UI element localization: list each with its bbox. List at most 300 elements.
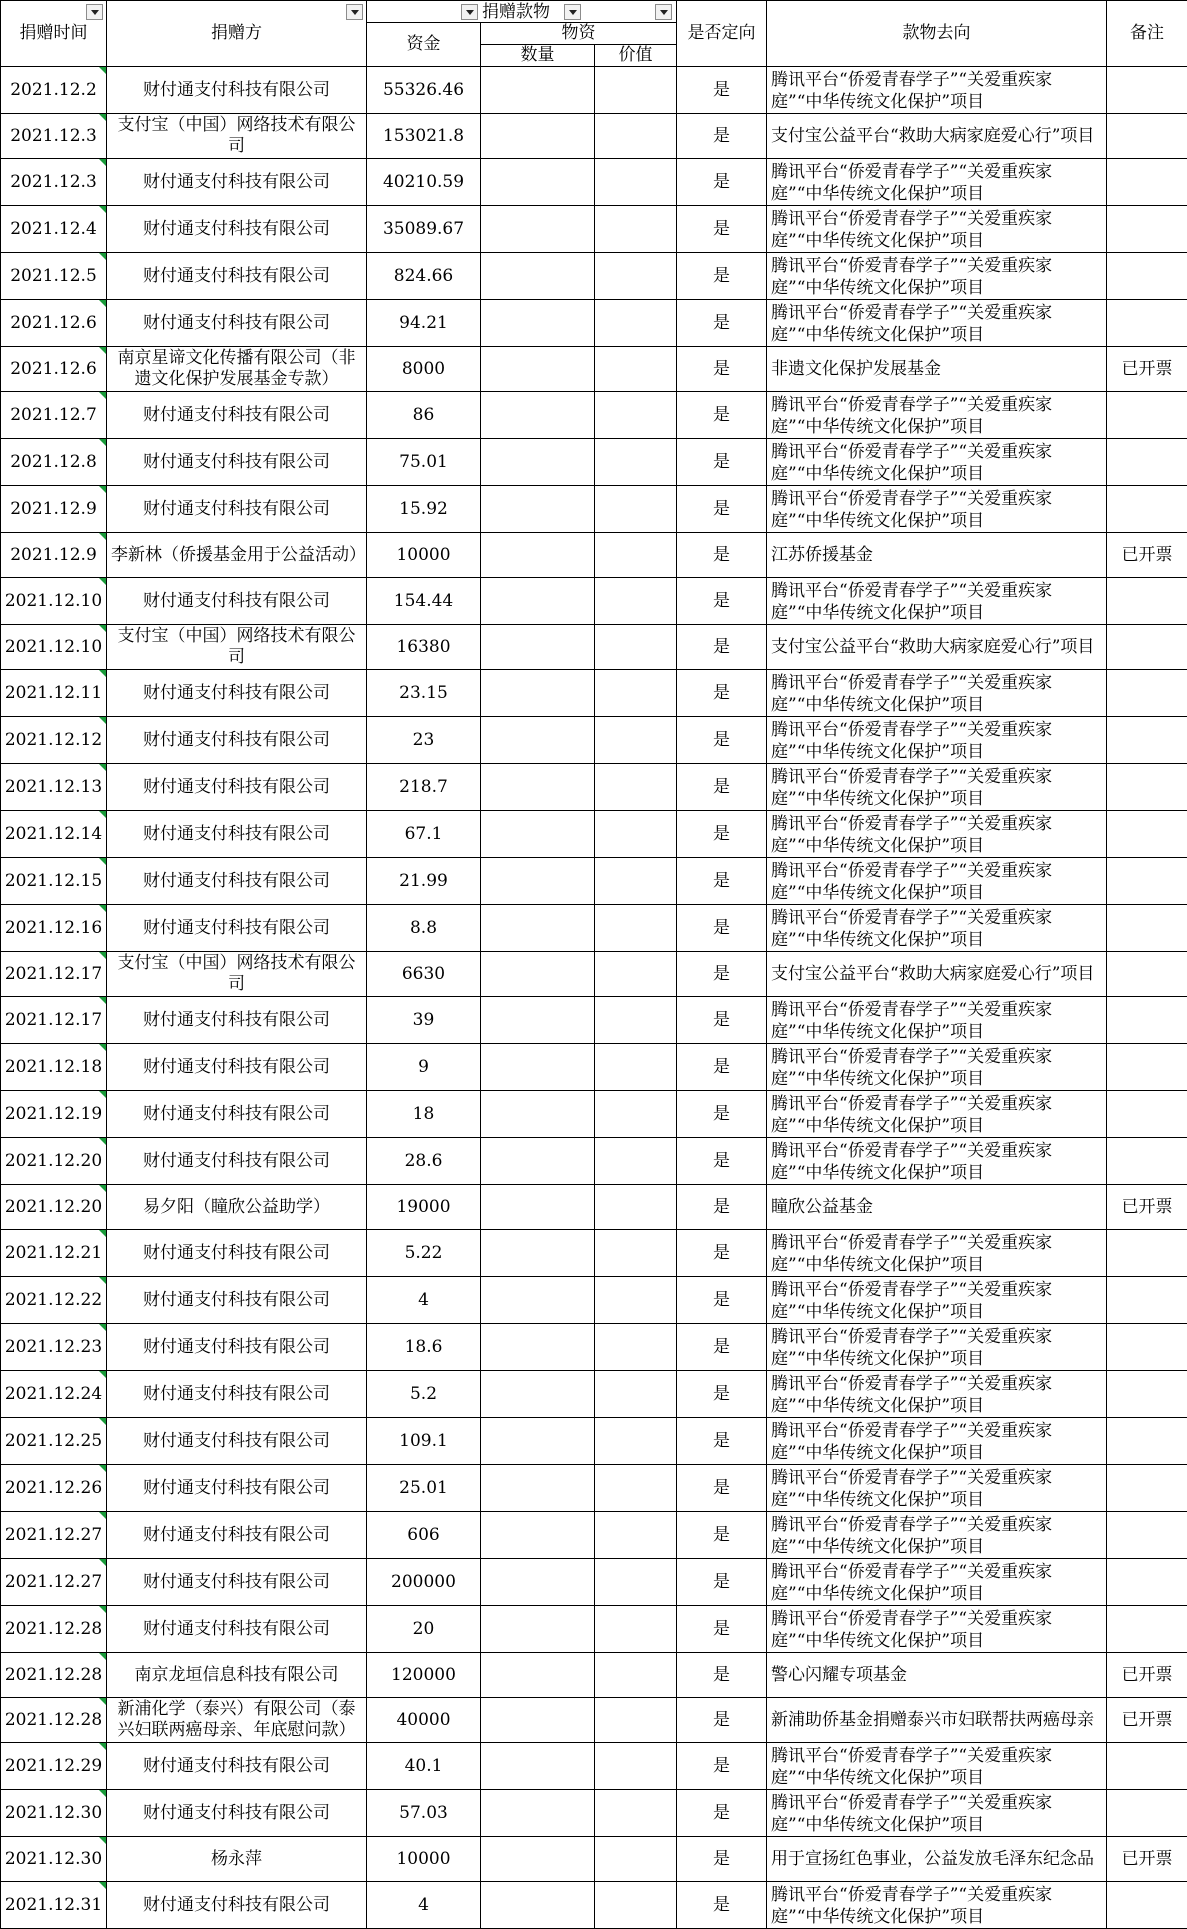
goods-qty-cell xyxy=(481,439,595,486)
directed-cell: 是 xyxy=(677,1277,767,1324)
directed-cell: 是 xyxy=(677,206,767,253)
donor-cell: 李新林（侨援基金用于公益活动） xyxy=(107,533,367,578)
donor-cell: 财付通支付科技有限公司 xyxy=(107,811,367,858)
table-row xyxy=(1,952,1187,997)
direction-cell: 腾讯平台“侨爱青春学子”“关爱重疾家庭”“中华传统文化保护”项目 xyxy=(767,764,1107,811)
funds-cell: 218.7 xyxy=(367,764,481,811)
goods-qty-cell xyxy=(481,1230,595,1277)
goods-qty-cell xyxy=(481,1606,595,1653)
directed-cell: 是 xyxy=(677,67,767,114)
goods-value-cell xyxy=(595,1418,677,1465)
direction-cell: 腾讯平台“侨爱青春学子”“关爱重疾家庭”“中华传统文化保护”项目 xyxy=(767,1418,1107,1465)
date-cell: 2021.12.27 xyxy=(1,1512,107,1559)
goods-qty-cell xyxy=(481,1790,595,1837)
date-cell: 2021.12.26 xyxy=(1,1465,107,1512)
donor-cell: 财付通支付科技有限公司 xyxy=(107,1512,367,1559)
date-cell: 2021.12.28 xyxy=(1,1698,107,1743)
directed-cell: 是 xyxy=(677,1371,767,1418)
goods-value-cell xyxy=(595,1882,677,1929)
direction-cell: 腾讯平台“侨爱青春学子”“关爱重疾家庭”“中华传统文化保护”项目 xyxy=(767,858,1107,905)
date-cell: 2021.12.25 xyxy=(1,1418,107,1465)
funds-cell: 23.15 xyxy=(367,670,481,717)
goods-value-cell xyxy=(595,1230,677,1277)
funds-cell: 5.2 xyxy=(367,1371,481,1418)
funds-cell: 40000 xyxy=(367,1698,481,1743)
goods-qty-cell xyxy=(481,1324,595,1371)
goods-value-cell xyxy=(595,997,677,1044)
funds-cell: 94.21 xyxy=(367,300,481,347)
direction-cell: 腾讯平台“侨爱青春学子”“关爱重疾家庭”“中华传统文化保护”项目 xyxy=(767,439,1107,486)
goods-value-cell xyxy=(595,858,677,905)
directed-cell: 是 xyxy=(677,1882,767,1929)
funds-cell: 6630 xyxy=(367,952,481,997)
remark-cell xyxy=(1107,1606,1187,1653)
direction-cell: 腾讯平台“侨爱青春学子”“关爱重疾家庭”“中华传统文化保护”项目 xyxy=(767,1743,1107,1790)
donor-cell: 新浦化学（泰兴）有限公司（泰兴妇联两癌母亲、年底慰问款） xyxy=(107,1698,367,1743)
direction-cell: 腾讯平台“侨爱青春学子”“关爱重疾家庭”“中华传统文化保护”项目 xyxy=(767,1371,1107,1418)
table-row xyxy=(1,625,1187,670)
direction-cell: 腾讯平台“侨爱青春学子”“关爱重疾家庭”“中华传统文化保护”项目 xyxy=(767,392,1107,439)
direction-cell: 腾讯平台“侨爱青春学子”“关爱重疾家庭”“中华传统文化保护”项目 xyxy=(767,1559,1107,1606)
remark-cell xyxy=(1107,1044,1187,1091)
goods-value-cell xyxy=(595,905,677,952)
remark-cell xyxy=(1107,1230,1187,1277)
goods-qty-cell xyxy=(481,1091,595,1138)
direction-cell: 腾讯平台“侨爱青春学子”“关爱重疾家庭”“中华传统文化保护”项目 xyxy=(767,300,1107,347)
header-goods: 物资 xyxy=(481,23,677,45)
funds-cell: 39 xyxy=(367,997,481,1044)
remark-cell xyxy=(1107,486,1187,533)
funds-cell: 23 xyxy=(367,717,481,764)
donor-cell: 财付通支付科技有限公司 xyxy=(107,253,367,300)
funds-cell: 10000 xyxy=(367,1837,481,1882)
date-cell: 2021.12.10 xyxy=(1,578,107,625)
directed-cell: 是 xyxy=(677,905,767,952)
funds-cell: 109.1 xyxy=(367,1418,481,1465)
remark-cell xyxy=(1107,1138,1187,1185)
date-cell: 2021.12.28 xyxy=(1,1606,107,1653)
remark-cell xyxy=(1107,114,1187,159)
donor-cell: 财付通支付科技有限公司 xyxy=(107,1882,367,1929)
directed-cell: 是 xyxy=(677,1559,767,1606)
goods-qty-cell xyxy=(481,952,595,997)
goods-qty-cell xyxy=(481,1418,595,1465)
remark-cell xyxy=(1107,67,1187,114)
funds-cell: 824.66 xyxy=(367,253,481,300)
donor-cell: 财付通支付科技有限公司 xyxy=(107,439,367,486)
table-row xyxy=(1,1653,1187,1698)
remark-cell xyxy=(1107,1418,1187,1465)
funds-cell: 35089.67 xyxy=(367,206,481,253)
funds-cell: 5.22 xyxy=(367,1230,481,1277)
date-cell: 2021.12.31 xyxy=(1,1882,107,1929)
remark-cell xyxy=(1107,670,1187,717)
header-remark: 备注 xyxy=(1107,1,1187,67)
table-row xyxy=(1,717,1187,764)
table-row xyxy=(1,1091,1187,1138)
date-cell: 2021.12.6 xyxy=(1,300,107,347)
direction-cell: 腾讯平台“侨爱青春学子”“关爱重疾家庭”“中华传统文化保护”项目 xyxy=(767,486,1107,533)
goods-value-cell xyxy=(595,253,677,300)
date-cell: 2021.12.24 xyxy=(1,1371,107,1418)
directed-cell: 是 xyxy=(677,811,767,858)
date-cell: 2021.12.8 xyxy=(1,439,107,486)
goods-qty-cell xyxy=(481,1185,595,1230)
direction-cell: 腾讯平台“侨爱青春学子”“关爱重疾家庭”“中华传统文化保护”项目 xyxy=(767,1606,1107,1653)
goods-value-cell xyxy=(595,717,677,764)
goods-value-cell xyxy=(595,952,677,997)
remark-cell xyxy=(1107,625,1187,670)
goods-qty-cell xyxy=(481,717,595,764)
directed-cell: 是 xyxy=(677,858,767,905)
remark-cell: 已开票 xyxy=(1107,1653,1187,1698)
remark-cell xyxy=(1107,858,1187,905)
date-cell: 2021.12.5 xyxy=(1,253,107,300)
donor-cell: 财付通支付科技有限公司 xyxy=(107,1743,367,1790)
funds-cell: 18 xyxy=(367,1091,481,1138)
goods-value-cell xyxy=(595,114,677,159)
goods-qty-cell xyxy=(481,114,595,159)
goods-value-cell xyxy=(595,347,677,392)
donor-cell: 财付通支付科技有限公司 xyxy=(107,67,367,114)
goods-qty-cell xyxy=(481,1277,595,1324)
table-row xyxy=(1,905,1187,952)
directed-cell: 是 xyxy=(677,717,767,764)
direction-cell: 支付宝公益平台“救助大病家庭爱心行”项目 xyxy=(767,952,1107,997)
goods-qty-cell xyxy=(481,206,595,253)
goods-qty-cell xyxy=(481,1743,595,1790)
table-row xyxy=(1,1559,1187,1606)
remark-cell xyxy=(1107,392,1187,439)
goods-qty-cell xyxy=(481,486,595,533)
remark-cell xyxy=(1107,1559,1187,1606)
directed-cell: 是 xyxy=(677,392,767,439)
remark-cell xyxy=(1107,1277,1187,1324)
remark-cell xyxy=(1107,1743,1187,1790)
remark-cell: 已开票 xyxy=(1107,1698,1187,1743)
goods-value-cell xyxy=(595,486,677,533)
directed-cell: 是 xyxy=(677,1044,767,1091)
funds-cell: 8000 xyxy=(367,347,481,392)
goods-value-cell xyxy=(595,206,677,253)
donor-cell: 财付通支付科技有限公司 xyxy=(107,1371,367,1418)
remark-cell xyxy=(1107,952,1187,997)
date-cell: 2021.12.17 xyxy=(1,997,107,1044)
directed-cell: 是 xyxy=(677,1230,767,1277)
goods-value-cell xyxy=(595,625,677,670)
directed-cell: 是 xyxy=(677,1698,767,1743)
donor-cell: 易夕阳（瞳欣公益助学） xyxy=(107,1185,367,1230)
direction-cell: 腾讯平台“侨爱青春学子”“关爱重疾家庭”“中华传统文化保护”项目 xyxy=(767,578,1107,625)
direction-cell: 支付宝公益平台“救助大病家庭爱心行”项目 xyxy=(767,114,1107,159)
direction-cell: 腾讯平台“侨爱青春学子”“关爱重疾家庭”“中华传统文化保护”项目 xyxy=(767,1790,1107,1837)
direction-cell: 新浦助侨基金捐赠泰兴市妇联帮扶两癌母亲 xyxy=(767,1698,1107,1743)
date-cell: 2021.12.14 xyxy=(1,811,107,858)
remark-cell: 已开票 xyxy=(1107,1185,1187,1230)
table-row xyxy=(1,1606,1187,1653)
remark-cell xyxy=(1107,1324,1187,1371)
remark-cell xyxy=(1107,1790,1187,1837)
date-cell: 2021.12.2 xyxy=(1,67,107,114)
direction-cell: 腾讯平台“侨爱青春学子”“关爱重疾家庭”“中华传统文化保护”项目 xyxy=(767,1324,1107,1371)
direction-cell: 腾讯平台“侨爱青春学子”“关爱重疾家庭”“中华传统文化保护”项目 xyxy=(767,670,1107,717)
funds-cell: 28.6 xyxy=(367,1138,481,1185)
funds-cell: 10000 xyxy=(367,533,481,578)
table-row xyxy=(1,670,1187,717)
remark-cell xyxy=(1107,578,1187,625)
direction-cell: 腾讯平台“侨爱青春学子”“关爱重疾家庭”“中华传统文化保护”项目 xyxy=(767,997,1107,1044)
goods-qty-cell xyxy=(481,625,595,670)
goods-value-cell xyxy=(595,439,677,486)
direction-cell: 瞳欣公益基金 xyxy=(767,1185,1107,1230)
donor-cell: 财付通支付科技有限公司 xyxy=(107,159,367,206)
remark-cell xyxy=(1107,717,1187,764)
direction-cell: 腾讯平台“侨爱青春学子”“关爱重疾家庭”“中华传统文化保护”项目 xyxy=(767,1465,1107,1512)
funds-cell: 154.44 xyxy=(367,578,481,625)
donor-cell: 财付通支付科技有限公司 xyxy=(107,1277,367,1324)
direction-cell: 腾讯平台“侨爱青春学子”“关爱重疾家庭”“中华传统文化保护”项目 xyxy=(767,67,1107,114)
directed-cell: 是 xyxy=(677,764,767,811)
funds-cell: 21.99 xyxy=(367,858,481,905)
donor-cell: 财付通支付科技有限公司 xyxy=(107,486,367,533)
donor-cell: 财付通支付科技有限公司 xyxy=(107,717,367,764)
date-cell: 2021.12.18 xyxy=(1,1044,107,1091)
directed-cell: 是 xyxy=(677,1606,767,1653)
donor-cell: 财付通支付科技有限公司 xyxy=(107,392,367,439)
table-row xyxy=(1,1418,1187,1465)
remark-cell xyxy=(1107,997,1187,1044)
funds-cell: 25.01 xyxy=(367,1465,481,1512)
header-directed: 是否定向 xyxy=(677,1,767,67)
direction-cell: 非遗文化保护发展基金 xyxy=(767,347,1107,392)
goods-value-cell xyxy=(595,533,677,578)
date-cell: 2021.12.3 xyxy=(1,159,107,206)
date-cell: 2021.12.13 xyxy=(1,764,107,811)
direction-cell: 警心闪耀专项基金 xyxy=(767,1653,1107,1698)
donor-cell: 南京星谛文化传播有限公司（非遗文化保护发展基金专款） xyxy=(107,347,367,392)
date-cell: 2021.12.29 xyxy=(1,1743,107,1790)
table-body xyxy=(1,67,1187,1929)
remark-cell xyxy=(1107,811,1187,858)
remark-cell xyxy=(1107,1091,1187,1138)
table-row xyxy=(1,347,1187,392)
directed-cell: 是 xyxy=(677,114,767,159)
date-cell: 2021.12.19 xyxy=(1,1091,107,1138)
direction-cell: 腾讯平台“侨爱青春学子”“关爱重疾家庭”“中华传统文化保护”项目 xyxy=(767,1277,1107,1324)
donor-cell: 杨永萍 xyxy=(107,1837,367,1882)
date-cell: 2021.12.21 xyxy=(1,1230,107,1277)
remark-cell xyxy=(1107,439,1187,486)
remark-cell xyxy=(1107,253,1187,300)
goods-qty-cell xyxy=(481,670,595,717)
directed-cell: 是 xyxy=(677,253,767,300)
direction-cell: 腾讯平台“侨爱青春学子”“关爱重疾家庭”“中华传统文化保护”项目 xyxy=(767,1230,1107,1277)
goods-value-cell xyxy=(595,1044,677,1091)
table-row xyxy=(1,1512,1187,1559)
table-row xyxy=(1,1138,1187,1185)
goods-value-cell xyxy=(595,1138,677,1185)
table-row xyxy=(1,486,1187,533)
funds-cell: 40.1 xyxy=(367,1743,481,1790)
directed-cell: 是 xyxy=(677,1790,767,1837)
header-date: 捐赠时间 xyxy=(1,1,107,67)
funds-cell: 15.92 xyxy=(367,486,481,533)
goods-qty-cell xyxy=(481,159,595,206)
goods-value-cell xyxy=(595,1277,677,1324)
goods-qty-cell xyxy=(481,253,595,300)
remark-cell xyxy=(1107,764,1187,811)
donor-cell: 财付通支付科技有限公司 xyxy=(107,1044,367,1091)
table-row xyxy=(1,1882,1187,1929)
direction-cell: 腾讯平台“侨爱青春学子”“关爱重疾家庭”“中华传统文化保护”项目 xyxy=(767,811,1107,858)
date-cell: 2021.12.10 xyxy=(1,625,107,670)
direction-cell: 腾讯平台“侨爱青春学子”“关爱重疾家庭”“中华传统文化保护”项目 xyxy=(767,206,1107,253)
goods-value-cell xyxy=(595,300,677,347)
goods-qty-cell xyxy=(481,858,595,905)
funds-cell: 4 xyxy=(367,1277,481,1324)
date-cell: 2021.12.23 xyxy=(1,1324,107,1371)
goods-qty-cell xyxy=(481,1465,595,1512)
goods-value-cell xyxy=(595,1653,677,1698)
goods-qty-cell xyxy=(481,905,595,952)
header-donation: 捐赠款物 xyxy=(367,1,677,23)
date-cell: 2021.12.30 xyxy=(1,1790,107,1837)
goods-value-cell xyxy=(595,67,677,114)
goods-qty-cell xyxy=(481,1653,595,1698)
date-cell: 2021.12.9 xyxy=(1,533,107,578)
goods-value-cell xyxy=(595,159,677,206)
goods-qty-cell xyxy=(481,1138,595,1185)
goods-value-cell xyxy=(595,764,677,811)
donor-cell: 支付宝（中国）网络技术有限公司 xyxy=(107,114,367,159)
donor-cell: 财付通支付科技有限公司 xyxy=(107,300,367,347)
filter-dropdown-icon[interactable] xyxy=(655,4,672,20)
table-row xyxy=(1,159,1187,206)
date-cell: 2021.12.30 xyxy=(1,1837,107,1882)
directed-cell: 是 xyxy=(677,486,767,533)
table-row xyxy=(1,67,1187,114)
donor-cell: 财付通支付科技有限公司 xyxy=(107,1790,367,1837)
donor-cell: 财付通支付科技有限公司 xyxy=(107,206,367,253)
funds-cell: 153021.8 xyxy=(367,114,481,159)
directed-cell: 是 xyxy=(677,347,767,392)
goods-qty-cell xyxy=(481,1837,595,1882)
donor-cell: 支付宝（中国）网络技术有限公司 xyxy=(107,625,367,670)
donor-cell: 财付通支付科技有限公司 xyxy=(107,670,367,717)
remark-cell xyxy=(1107,1882,1187,1929)
donor-cell: 财付通支付科技有限公司 xyxy=(107,858,367,905)
directed-cell: 是 xyxy=(677,1091,767,1138)
date-cell: 2021.12.11 xyxy=(1,670,107,717)
header-value: 价值 xyxy=(595,45,677,67)
funds-cell: 57.03 xyxy=(367,1790,481,1837)
directed-cell: 是 xyxy=(677,1138,767,1185)
funds-cell: 16380 xyxy=(367,625,481,670)
funds-cell: 606 xyxy=(367,1512,481,1559)
direction-cell: 腾讯平台“侨爱青春学子”“关爱重疾家庭”“中华传统文化保护”项目 xyxy=(767,1138,1107,1185)
table-row xyxy=(1,1743,1187,1790)
direction-cell: 腾讯平台“侨爱青春学子”“关爱重疾家庭”“中华传统文化保护”项目 xyxy=(767,1882,1107,1929)
goods-value-cell xyxy=(595,1091,677,1138)
goods-value-cell xyxy=(595,811,677,858)
header-direction: 款物去向 xyxy=(767,1,1107,67)
donor-cell: 财付通支付科技有限公司 xyxy=(107,997,367,1044)
header-funds: 资金 xyxy=(367,23,481,67)
table-row xyxy=(1,1371,1187,1418)
goods-value-cell xyxy=(595,1512,677,1559)
donor-cell: 财付通支付科技有限公司 xyxy=(107,1230,367,1277)
directed-cell: 是 xyxy=(677,1512,767,1559)
table-row xyxy=(1,1230,1187,1277)
date-cell: 2021.12.22 xyxy=(1,1277,107,1324)
table-row xyxy=(1,1698,1187,1743)
directed-cell: 是 xyxy=(677,625,767,670)
goods-value-cell xyxy=(595,670,677,717)
table-row xyxy=(1,1277,1187,1324)
table-row xyxy=(1,300,1187,347)
table-row xyxy=(1,1324,1187,1371)
goods-value-cell xyxy=(595,1465,677,1512)
donor-cell: 财付通支付科技有限公司 xyxy=(107,1465,367,1512)
table-row xyxy=(1,206,1187,253)
funds-cell: 8.8 xyxy=(367,905,481,952)
table-row xyxy=(1,439,1187,486)
filter-dropdown-icon[interactable] xyxy=(346,4,363,20)
goods-qty-cell xyxy=(481,347,595,392)
donor-cell: 南京龙垣信息科技有限公司 xyxy=(107,1653,367,1698)
funds-cell: 200000 xyxy=(367,1559,481,1606)
funds-cell: 67.1 xyxy=(367,811,481,858)
directed-cell: 是 xyxy=(677,952,767,997)
goods-qty-cell xyxy=(481,764,595,811)
donor-cell: 财付通支付科技有限公司 xyxy=(107,1418,367,1465)
directed-cell: 是 xyxy=(677,1185,767,1230)
directed-cell: 是 xyxy=(677,1837,767,1882)
date-cell: 2021.12.12 xyxy=(1,717,107,764)
table-row xyxy=(1,1044,1187,1091)
filter-dropdown-icon[interactable] xyxy=(86,4,103,20)
date-cell: 2021.12.7 xyxy=(1,392,107,439)
direction-cell: 腾讯平台“侨爱青春学子”“关爱重疾家庭”“中华传统文化保护”项目 xyxy=(767,1044,1107,1091)
goods-value-cell xyxy=(595,1837,677,1882)
goods-qty-cell xyxy=(481,1512,595,1559)
donor-cell: 支付宝（中国）网络技术有限公司 xyxy=(107,952,367,997)
date-cell: 2021.12.4 xyxy=(1,206,107,253)
remark-cell xyxy=(1107,300,1187,347)
goods-qty-cell xyxy=(481,300,595,347)
goods-qty-cell xyxy=(481,997,595,1044)
goods-value-cell xyxy=(595,1559,677,1606)
date-cell: 2021.12.6 xyxy=(1,347,107,392)
table-row xyxy=(1,1790,1187,1837)
table-row xyxy=(1,858,1187,905)
header-donor: 捐赠方 xyxy=(107,1,367,67)
table-row xyxy=(1,578,1187,625)
funds-cell: 86 xyxy=(367,392,481,439)
funds-cell: 120000 xyxy=(367,1653,481,1698)
date-cell: 2021.12.27 xyxy=(1,1559,107,1606)
filter-dropdown-icon[interactable] xyxy=(461,4,478,20)
directed-cell: 是 xyxy=(677,439,767,486)
donor-cell: 财付通支付科技有限公司 xyxy=(107,1138,367,1185)
directed-cell: 是 xyxy=(677,1324,767,1371)
goods-value-cell xyxy=(595,1371,677,1418)
donor-cell: 财付通支付科技有限公司 xyxy=(107,1559,367,1606)
remark-cell: 已开票 xyxy=(1107,347,1187,392)
filter-dropdown-icon[interactable] xyxy=(564,4,581,20)
direction-cell: 腾讯平台“侨爱青春学子”“关爱重疾家庭”“中华传统文化保护”项目 xyxy=(767,717,1107,764)
table-row xyxy=(1,533,1187,578)
